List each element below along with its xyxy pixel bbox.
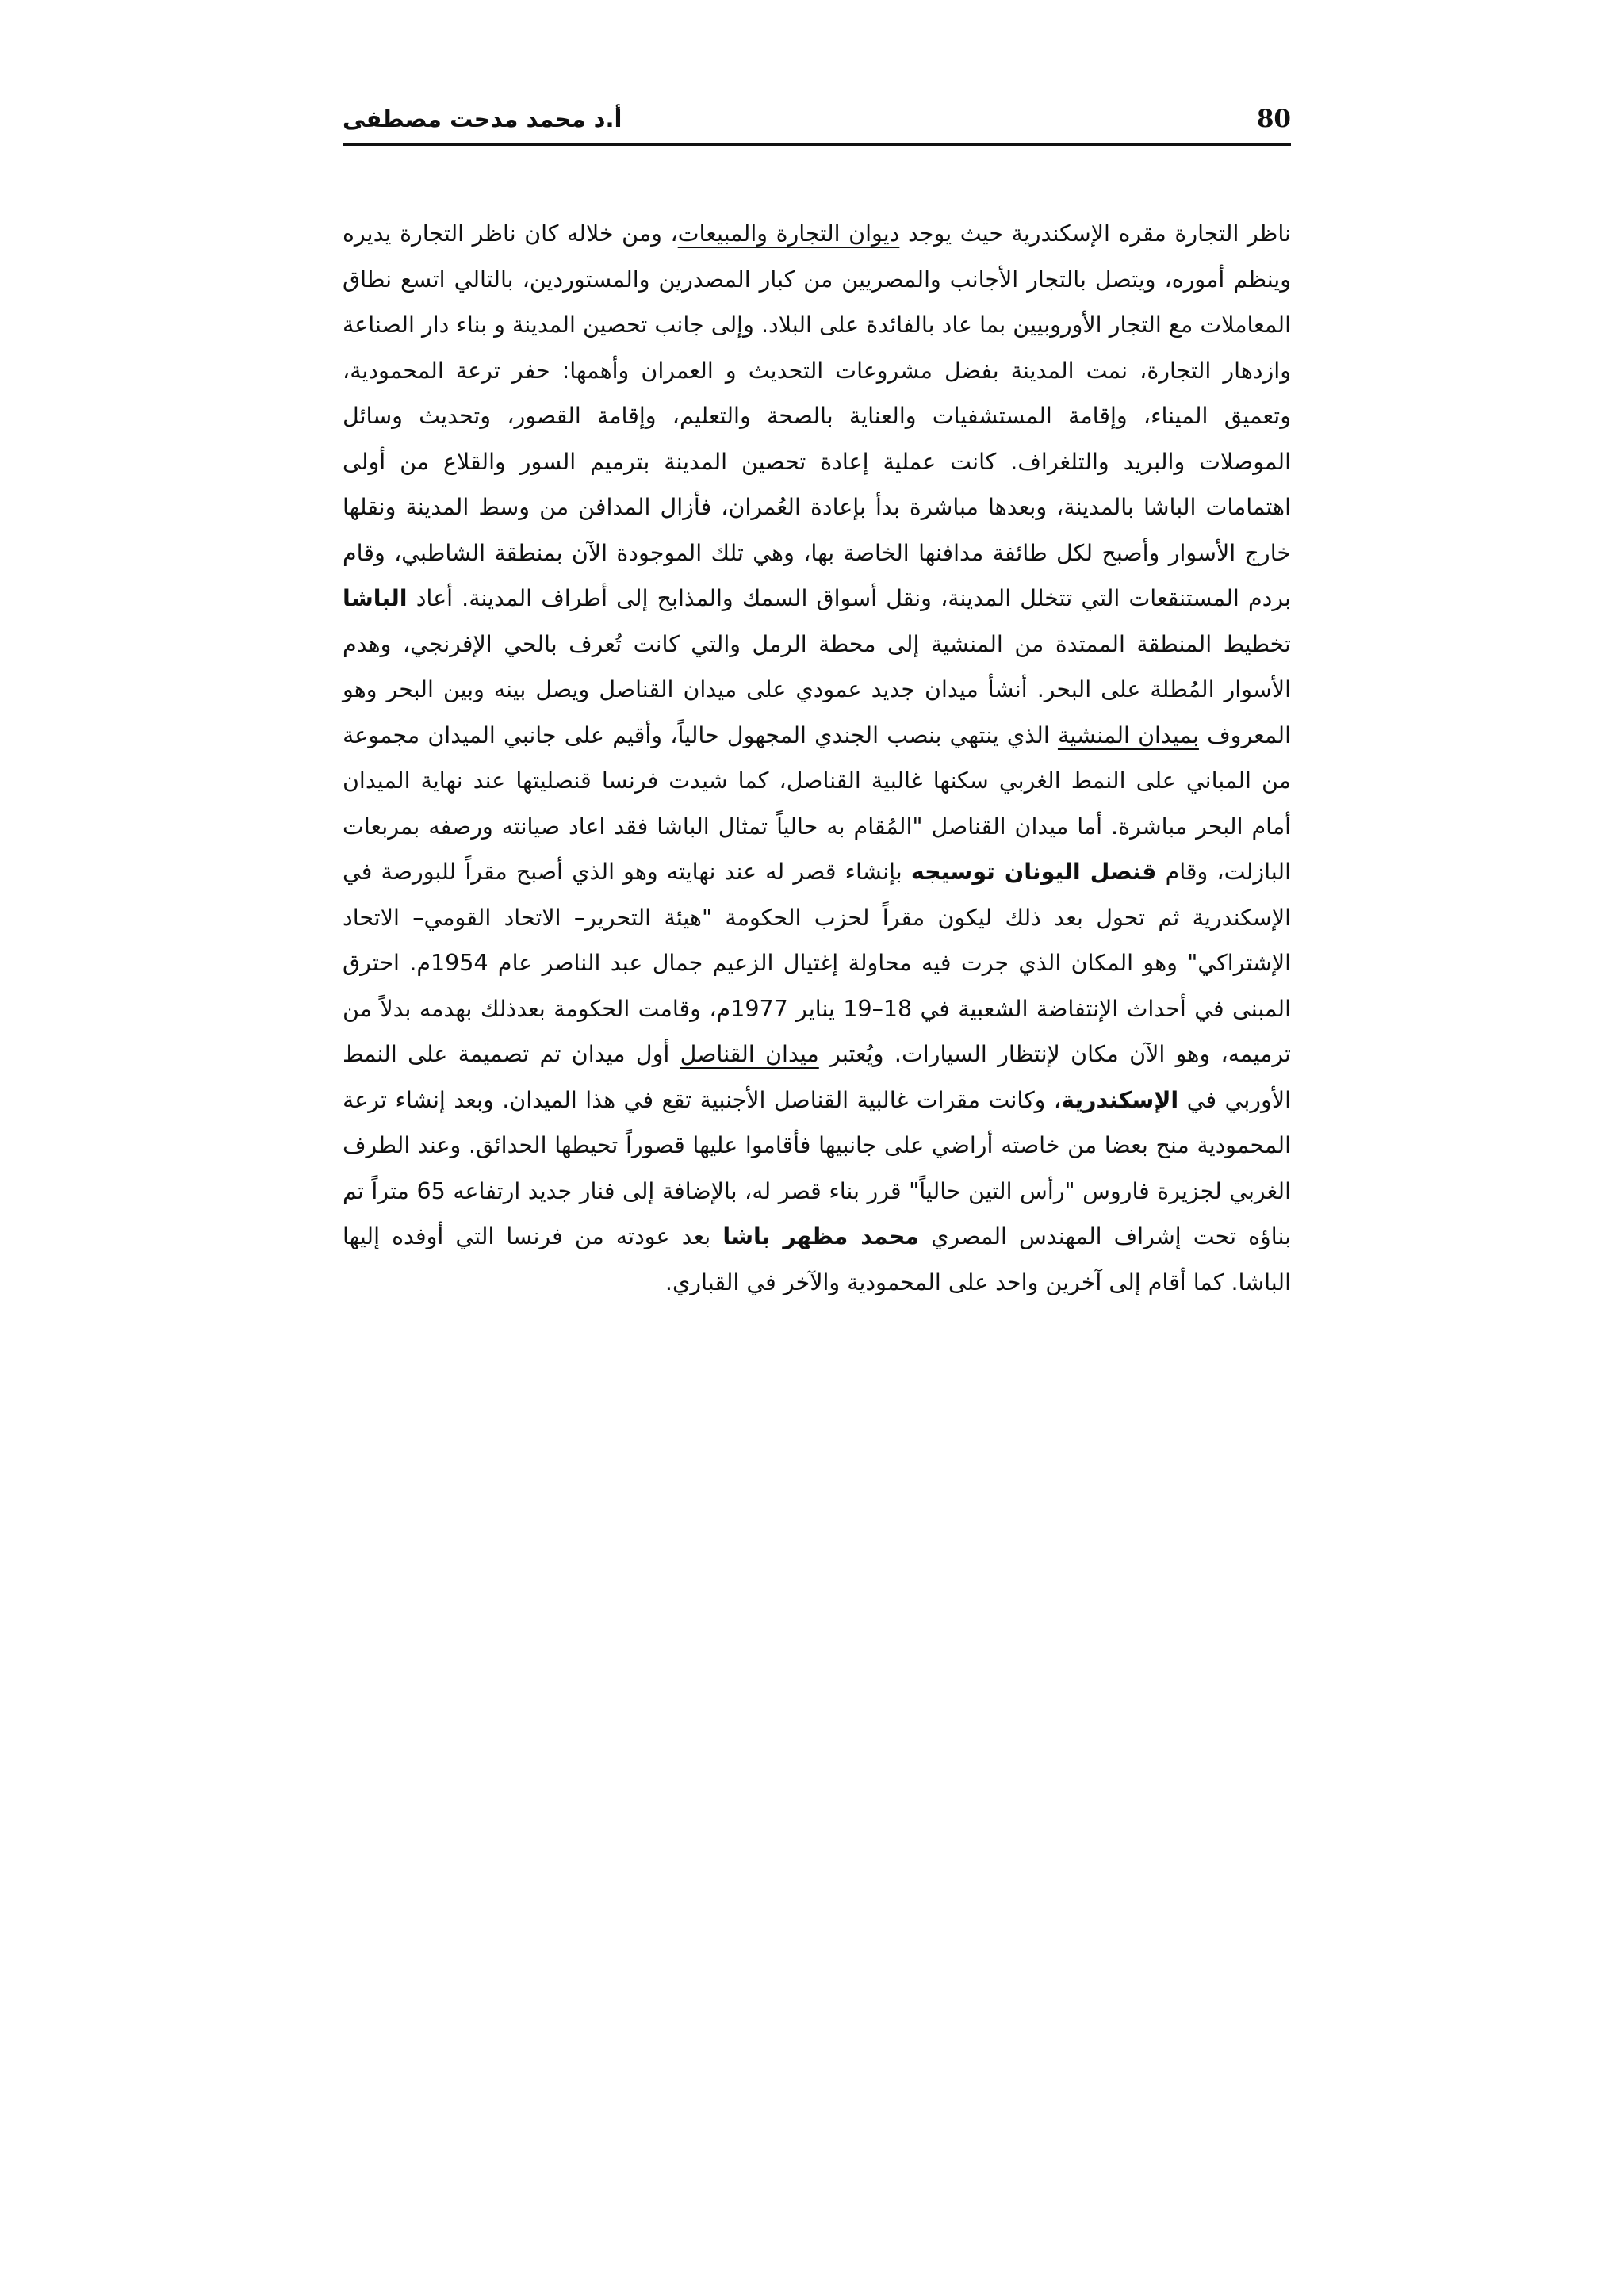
text-segment: بعد عودته من فرنسا التي أوفده إليها الباشا. كما أقام إلى آخرين واحد على المحمودية والآخر في القباري. <box>343 1223 1291 1295</box>
underlined-term-consuls-square: ميدان القناصل <box>680 1041 819 1067</box>
page-number: 80 <box>1256 105 1291 133</box>
text-segment: ، وكانت مقرات غالبية القناصل الأجنبية تقع في هذا الميدان. وبعد إنشاء ترعة المحمودية منح بعضا من خاصته أراضي على جانبيها فأقاموا عليها قصوراً تحيطها الحدائق. وعند الطرف الغربي لجزيرة فاروس "رأس التين حالياً" قرر بناء قصر له، بالإضافة إلى فنار جديد ارتفاعه 65 متراً تم بناؤه تحت إشراف المهندس المصري <box>343 1086 1291 1249</box>
text-segment: ، ومن خلاله كان ناظر التجارة يديره وينظم أموره، ويتصل بالتجار الأجانب والمصريين من كبار المصدرين والمستوردين، بالتالي اتسع نطاق المعاملات مع التجار الأوروبيين بما عاد بالفائدة على البلاد. وإلى جانب تحصين المدينة و بناء دار الصناعة وازدهار التجارة، نمت المدينة بفضل مشروعات التحديث و العمران وأهمها: حفر ترعة المحمودية، وتعميق الميناء، وإقامة المستشفيات والعناية بالصحة والتعليم، وإقامة القصور، وتحديث وسائل الموصلات والبريد والتلغراف. كانت عملية إعادة تحصين المدينة بترميم السور والقلاع من أولى اهتمامات الباشا بالمدينة، وبعدها مباشرة بدأ بإعادة العُمران، فأزال المدافن من وسط المدينة ونقلها خارج الأسوار وأصبح لكل طائفة مدافنها الخاصة بها، وهي تلك الموجودة الآن بمنطقة الشاطبي، وقام بردم المستنقعات التي تتخلل المدينة، ونقل أسواق السمك والمذابح إلى أطراف المدينة. أعاد <box>343 220 1291 611</box>
underlined-term-trade-office: ديوان التجارة والمبيعات <box>677 220 900 247</box>
running-header <box>343 95 1291 152</box>
body-paragraph <box>343 211 1291 1305</box>
text-segment: ناظر التجارة مقره الإسكندرية حيث يوجد <box>899 220 1291 247</box>
bold-term-alexandria: الإسكندرية <box>1061 1086 1179 1113</box>
bold-term-engineer-name: محمد مظهر باشا <box>722 1223 920 1249</box>
text-segment: بإنشاء قصر له عند نهايته وهو الذي أصبح مقراً للبورصة في الإسكندرية ثم تحول بعد ذلك ليكون مقراً لحزب الحكومة "هيئة التحرير– الاتحاد القومي– الاتحاد الإشتراكي" وهو المكان الذي جرت فيه محاولة إغتيال الزعيم جمال عبد الناصر عام 1954م. احترق المبنى في أحداث الإنتفاضة الشعبية في 18–19 يناير 1977م، وقامت الحكومة بعدذلك بهدمه بدلاً من ترميمه، وهو الآن مكان لإنتظار السيارات. ويُعتبر <box>343 859 1291 1067</box>
text-segment: أول ميدان تم تصميمة على النمط الأوربي في <box>343 1041 1291 1113</box>
author-name: أ.د محمد مدحت مصطفى <box>343 105 622 132</box>
underlined-term-manshiya-square: بميدان المنشية <box>1057 721 1199 748</box>
text-segment: الذي ينتهي بنصب الجندي المجهول حالياً، وأقيم على جانبي الميدان مجموعة من المباني على النمط الغربي سكنها غالبية القناصل، كما شيدت فرنسا قنصليتها عند نهاية الميدان أمام البحر مباشرة. أما ميدان القناصل "المُقام به حالياً تمثال الباشا فقد اعاد صيانته ورصفه بمربعات البازلت، وقام <box>343 721 1291 885</box>
text-segment: تخطيط المنطقة الممتدة من المنشية إلى محطة الرمل والتي كانت تُعرف بالحي الإفرنجي، وهدم الأسوار المُطلة على البحر. أنشأ ميدان جديد عمودي على ميدان القناصل ويصل بينه وبين البحر وهو المعروف <box>343 630 1291 748</box>
bold-term-pasha: الباشا <box>343 585 408 611</box>
bold-term-greek-consul: قنصل اليونان توسيجه <box>910 859 1157 885</box>
header-divider <box>343 143 1291 146</box>
